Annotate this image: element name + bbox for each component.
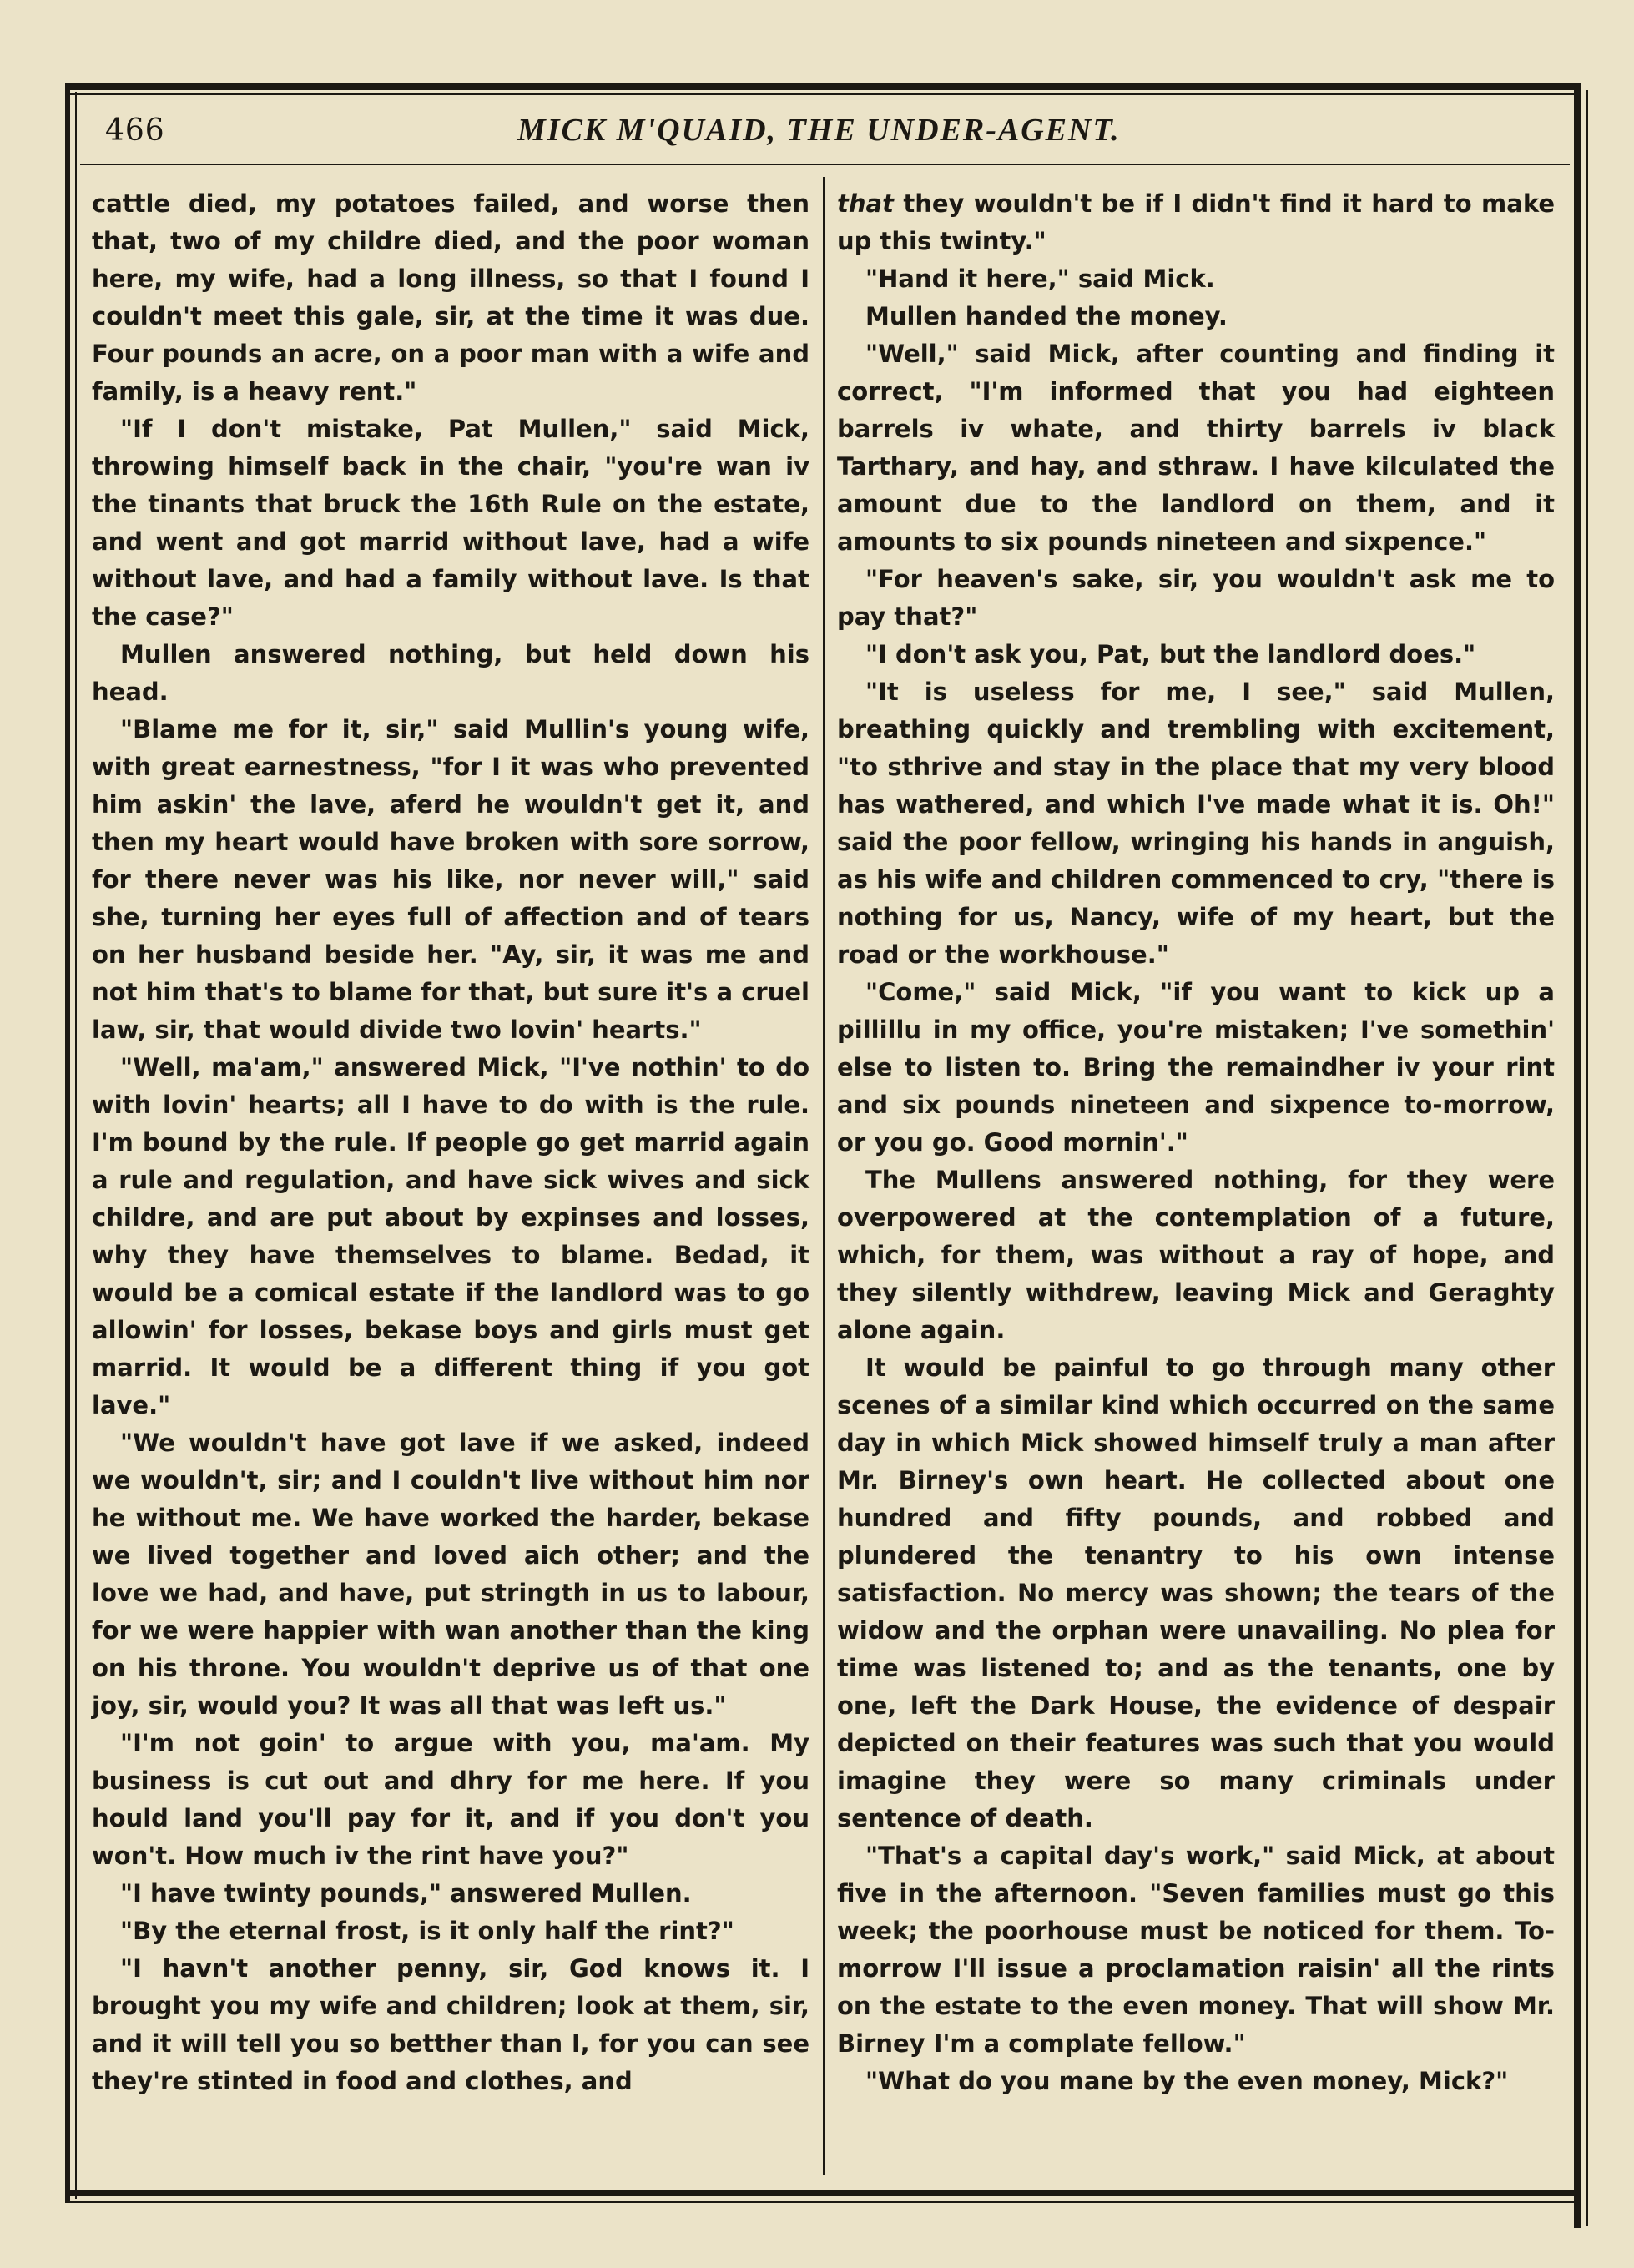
paragraph: "Well," said Mick, after counting and finding it correct, "I'm informed that you had eighteen barrels iv whate, and thirty barrels iv black Tarthary, and hay, and sthraw. I have kilculated the amount due to the landlord on them, and it amounts to six pounds nineteen and sixpence." <box>837 340 1555 556</box>
frame-rule-bottom <box>65 2190 1580 2196</box>
page-number: 466 <box>105 113 165 148</box>
text-column-left <box>92 185 809 2100</box>
paragraph: "If I don't mistake, Pat Mullen," said Mick, throwing himself back in the chair, "you're wan iv the tinants that bruck the 16th Rule on the estate, and went and got marrid without lave, had a wife without lave, and had a family without lave. Is that the case?" <box>92 415 809 631</box>
frame-rule-top-inner <box>67 93 1579 95</box>
paragraph: cattle died, my potatoes failed, and worse then that, two of my childre died, and the poor woman here, my wife, had a long illness, so that I found I couldn't meet this gale, sir, at the time it was due. Four pounds an acre, on a poor man with a wife and family, is a heavy rent." <box>92 189 809 406</box>
paragraph: "Blame me for it, sir," said Mullin's young wife, with great earnestness, "for I it was who prevented him askin' the lave, aferd he wouldn't get it, and then my heart would have broken with sore sorrow, for there never was his like, nor never will," said she, turning her eyes full of affection and of tears on her husband beside her. "Ay, sir, it was me and not him that's to blame for that, but sure it's a cruel law, sir, that would divide two lovin' hearts." <box>92 715 809 1044</box>
paragraph: "I have twinty pounds," answered Mullen. <box>120 1879 692 1908</box>
paragraph: "By the eternal frost, is it only half the rint?" <box>120 1917 734 1945</box>
frame-rule-right <box>1574 83 1581 2228</box>
frame-rule-bottom-inner <box>70 2201 1581 2203</box>
paragraph: The Mullens answered nothing, for they were overpowered at the contemplation of a future, which, for them, was without a ray of hope, and they silently withdrew, leaving Mick and Geraghty alone again. <box>837 1166 1555 1344</box>
paragraph: "It is useless for me, I see," said Mullen, breathing quickly and trembling with excitement, "to sthrive and stay in the place that my very blood has wathered, and which I've made what it is. Oh!" said the poor fellow, wringing his hands in anguish, as his wife and children commenced to cry, "there is nothing for us, Nancy, wife of my heart, but the road or the workhouse." <box>837 678 1555 969</box>
column-divider <box>823 177 825 2175</box>
running-title: MICK M'QUAID, THE UNDER-AGENT. <box>517 113 1121 148</box>
paragraph: "Hand it here," said Mick. <box>865 265 1215 293</box>
frame-rule-left <box>65 83 70 2203</box>
paragraph-text: they wouldn't be if I didn't find it hard to make up this twinty." <box>837 189 1555 255</box>
paragraph: "I'm not goin' to argue with you, ma'am. My business is cut out and dhry for me here. If you hould land you'll pay for it, and if you don't you won't. How much iv the rint have you?" <box>92 1729 809 1870</box>
paragraph: Mullen handed the money. <box>865 302 1228 330</box>
paragraph: "We wouldn't have got lave if we asked, indeed we wouldn't, sir; and I couldn't live without him nor he without me. We have worked the harder, bekase we lived together and loved aich other; and the love we had, and have, put stringth in us to labour, for we were happier with wan another than the king on his throne. You wouldn't deprive us of that one joy, sir, would you? It was all that was left us." <box>92 1429 809 1720</box>
paragraph: "What do you mane by the even money, Mick?" <box>865 2067 1509 2095</box>
paragraph: "I havn't another penny, sir, God knows it. I brought you my wife and children; look at them, sir, and it will tell you so betther than I, for you can see they're stinted in food and clothes, and <box>92 1954 809 2095</box>
paragraph: Mullen answered nothing, but held down his head. <box>92 640 809 706</box>
paragraph <box>837 185 1555 260</box>
paragraph: "That's a capital day's work," said Mick, at about five in the afternoon. "Seven families must go this week; the poorhouse must be noticed for them. To-morrow I'll issue a proclamation raisin' all the rints on the estate to the even money. That will show Mr. Birney I'm a complate fellow." <box>837 1842 1555 2058</box>
frame-rule-top <box>67 83 1579 90</box>
frame-rule-right-inner <box>1586 90 1588 2226</box>
paragraph: "For heaven's sake, sir, you wouldn't ask me to pay that?" <box>837 565 1555 631</box>
paragraph: "Come," said Mick, "if you want to kick up a pillillu in my office, you're mistaken; I've somethin' else to listen to. Bring the remaindher iv your rint and six pounds nineteen and sixpence to-morrow, or you go. Good mornin'." <box>837 978 1555 1157</box>
text-column-right <box>837 185 1555 2100</box>
paragraph: "I don't ask you, Pat, but the landlord does." <box>865 640 1476 668</box>
italic-word: that <box>837 189 894 218</box>
paragraph: "Well, ma'am," answered Mick, "I've nothin' to do with lovin' hearts; all I have to do with is the rule. I'm bound by the rule. If people go get marrid again a rule and regulation, and have sick wives and sick childre, and are put about by expinses and losses, why they have themselves to blame. Bedad, it would be a comical estate if the landlord was to go allowin' for losses, bekase boys and girls must get marrid. It would be a different thing if you got lave." <box>92 1053 809 1419</box>
paragraph: It would be painful to go through many other scenes of a similar kind which occurred on the same day in which Mick showed himself truly a man after Mr. Birney's own heart. He collected about one hundred and fifty pounds, and robbed and plundered the tenantry to his own intense satisfaction. No mercy was shown; the tears of the widow and the orphan were unavailing. No plea for time was listened to; and as the tenants, one by one, left the Dark House, the evidence of despair depicted on their features was such that you would imagine they were so many criminals under sentence of death. <box>837 1353 1555 1832</box>
header-rule <box>80 164 1570 165</box>
frame-rule-left-inner <box>75 92 77 2199</box>
